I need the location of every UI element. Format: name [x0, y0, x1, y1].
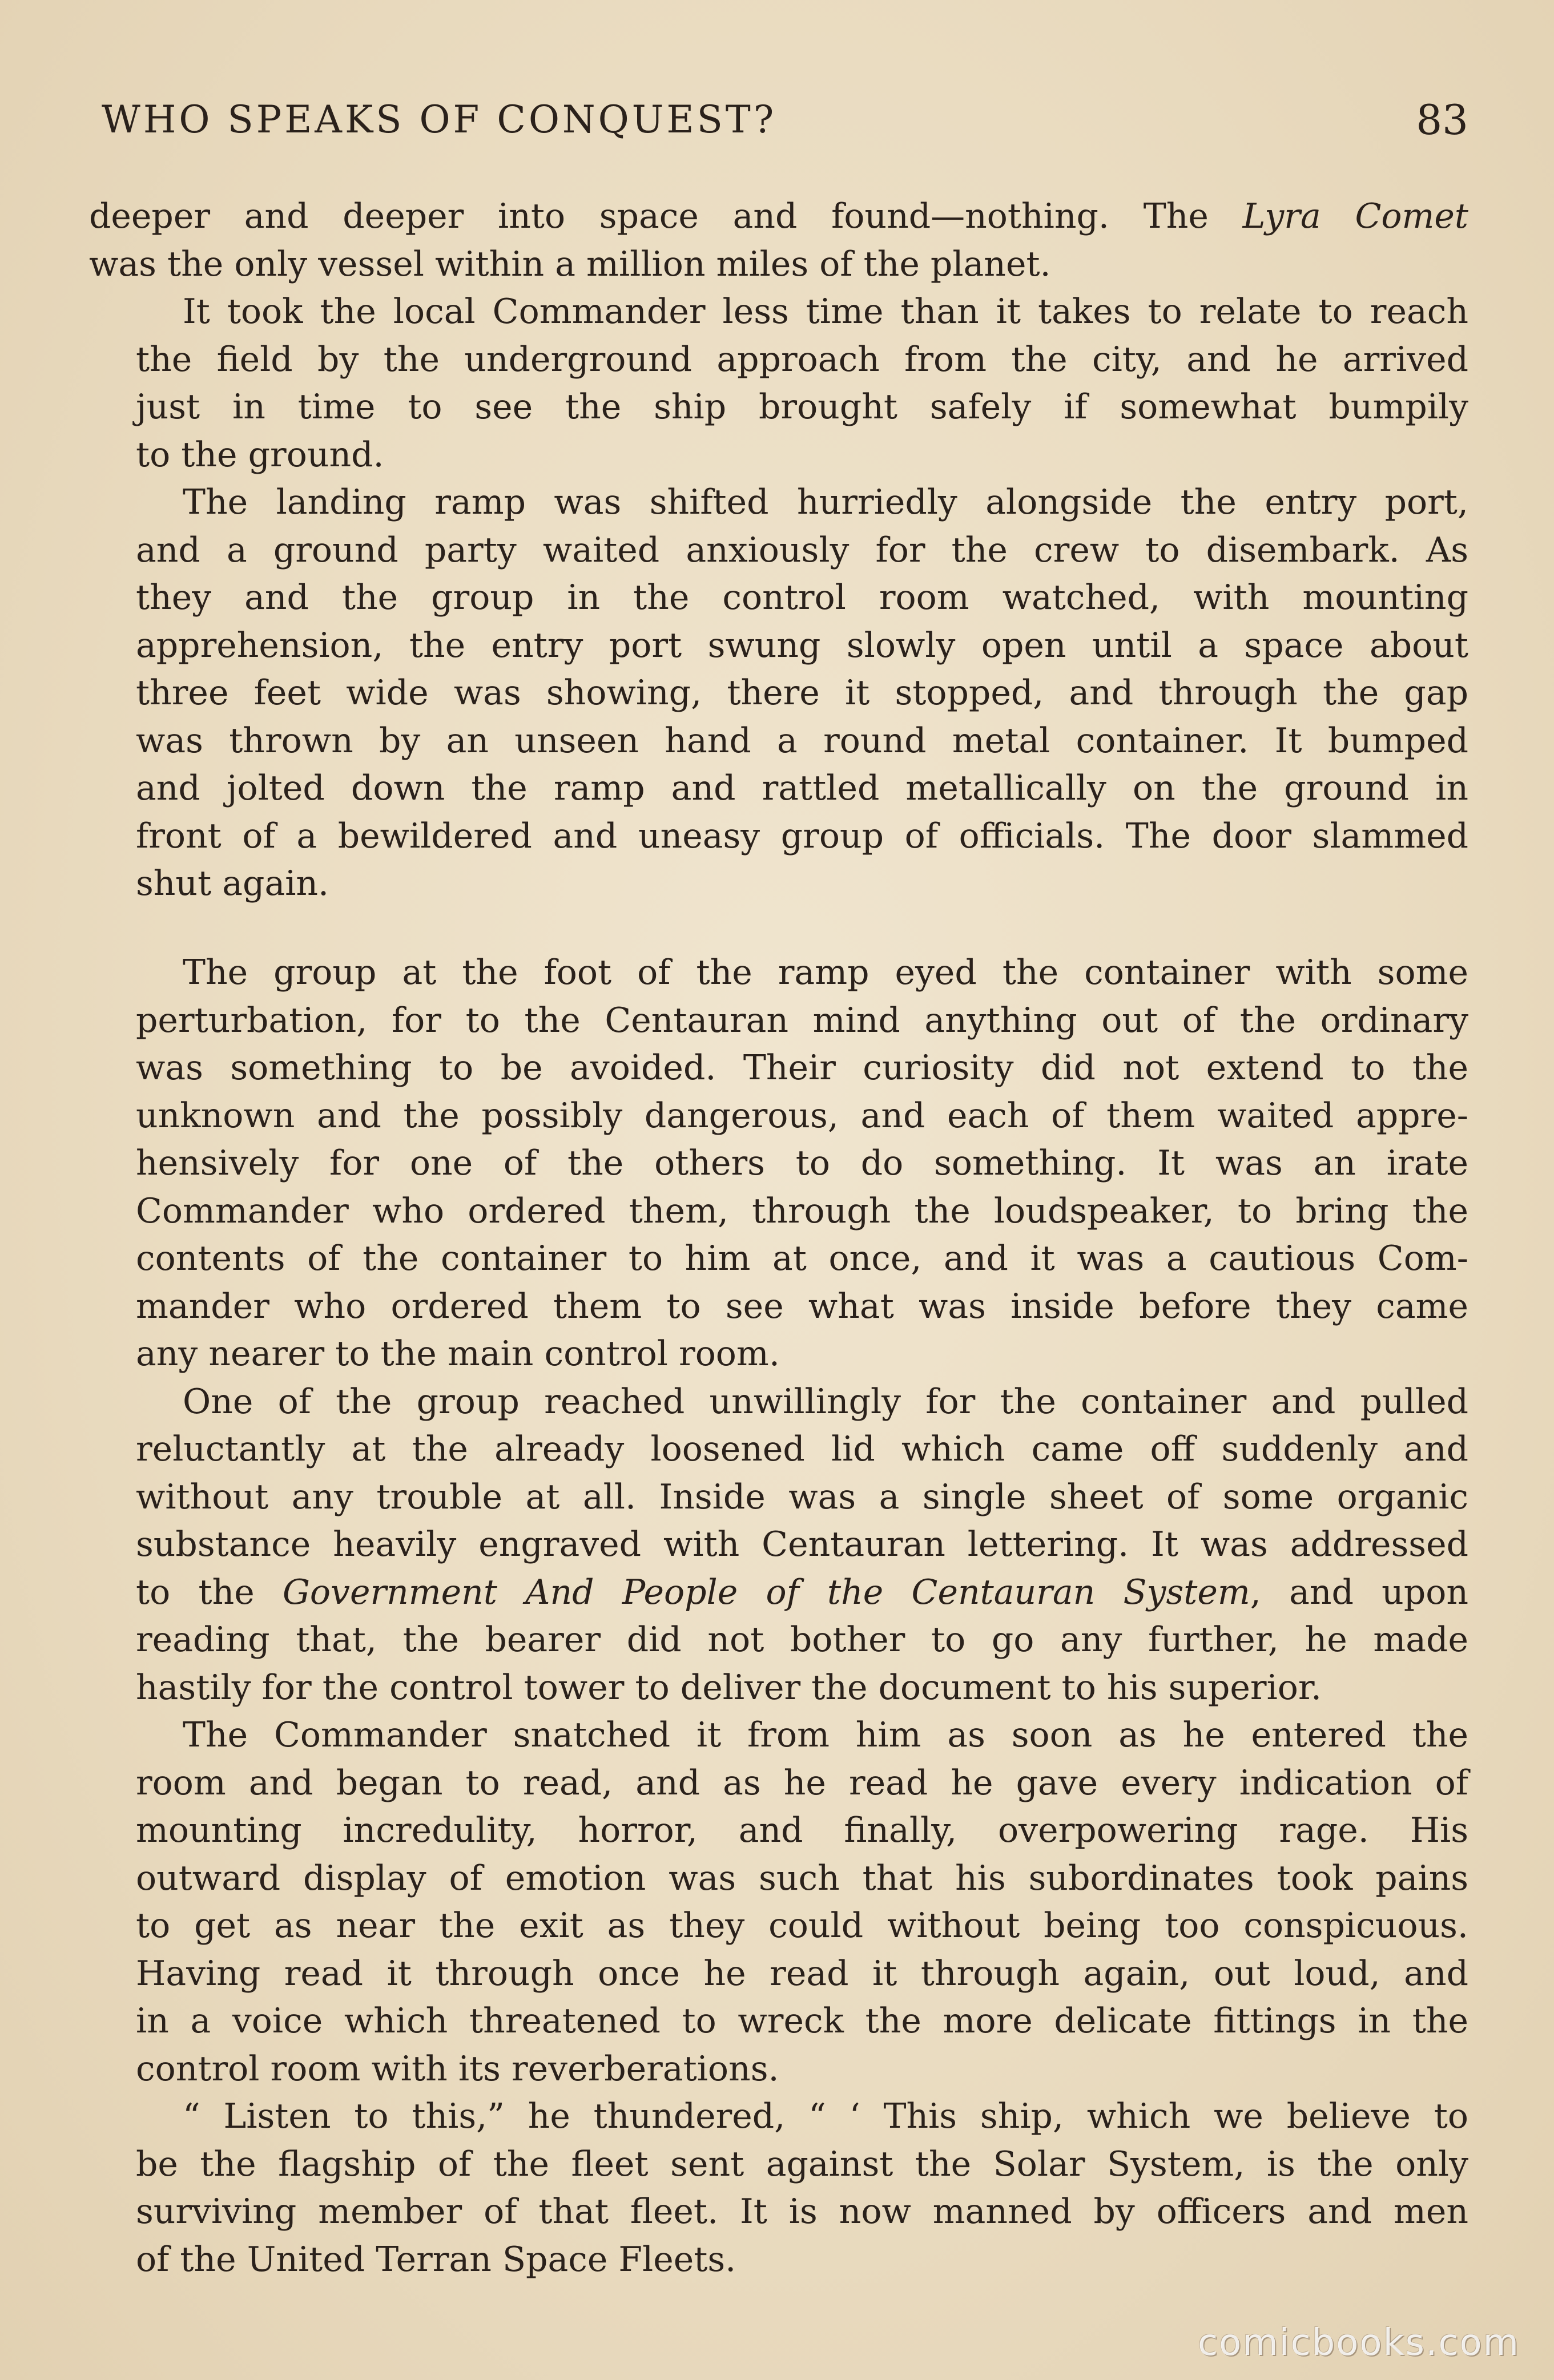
- text-line: [89, 622, 1468, 670]
- text-span: apprehension, the entry port swung slowly open until a space about: [136, 625, 1468, 665]
- paragraph: [89, 1712, 1468, 2093]
- text-span: to the ground.: [136, 434, 384, 475]
- text-line: [89, 1616, 1468, 1664]
- text-line: [89, 765, 1468, 813]
- text-line: [89, 1521, 1468, 1569]
- text-line: [89, 574, 1468, 622]
- text-line: [89, 479, 1468, 527]
- text-span: contents of the container to him at once, and it was a cautious Com-: [136, 1239, 1468, 1278]
- paragraph: [89, 2093, 1468, 2284]
- text-line: [89, 1474, 1468, 1522]
- text-line: [89, 2046, 1468, 2093]
- text-line: [89, 2236, 1468, 2284]
- text-line: [89, 1855, 1468, 1903]
- text-line: [89, 1664, 1468, 1712]
- text-span: perturbation, for to the Centauran mind anything out of the ordinary: [136, 1000, 1468, 1040]
- text-span: control room with its reverberations.: [136, 2048, 779, 2089]
- text-line: [89, 1283, 1468, 1331]
- text-line: [89, 1044, 1468, 1092]
- paragraph: [89, 193, 1468, 288]
- text-span: and jolted down the ramp and rattled metallically on the ground in: [136, 768, 1468, 808]
- text-line: [89, 1902, 1468, 1950]
- running-head: [102, 91, 1468, 148]
- text-span: be the flagship of the fleet sent against the Solar System, is the only: [136, 2144, 1468, 2184]
- text-span: they and the group in the control room watched, with mounting: [136, 578, 1468, 618]
- text-span: The landing ramp was shifted hurriedly alongside the entry port,: [183, 482, 1468, 522]
- text-line: [89, 1998, 1468, 2046]
- paragraph: [89, 949, 1468, 1378]
- text-span: The Commander snatched it from him as soon as he entered the: [183, 1715, 1468, 1755]
- text-span: just in time to see the ship brought safely if somewhat bumpily: [136, 387, 1468, 427]
- text-line: [89, 431, 1468, 479]
- text-span: outward display of emotion was such that his subordinates took pains: [136, 1858, 1468, 1898]
- text-line: [89, 2141, 1468, 2189]
- text-span: any nearer to the main control room.: [136, 1334, 780, 1374]
- italic-text: Government And People of the Centauran System: [283, 1572, 1250, 1612]
- text-span: mander who ordered them to see what was inside before they came: [136, 1286, 1468, 1326]
- text-span: deeper and deeper into space and found—nothing. The: [89, 196, 1243, 236]
- text-span: was something to be avoided. Their curiosity did not extend to the: [136, 1048, 1468, 1088]
- text-line: [89, 669, 1468, 717]
- text-span: Commander who ordered them, through the loudspeaker, to bring the: [136, 1191, 1468, 1231]
- watermark: comicbooks.com: [1197, 2322, 1520, 2364]
- text-span: the field by the underground approach from the city, and he arrived: [136, 339, 1468, 380]
- text-line: [89, 1378, 1468, 1426]
- text-line: [89, 527, 1468, 575]
- text-line: [89, 1330, 1468, 1378]
- text-span: front of a bewildered and uneasy group of officials. The door slammed: [136, 816, 1468, 856]
- text-line: [89, 241, 1468, 289]
- text-line: [89, 813, 1468, 861]
- text-span: reluctantly at the already loosened lid which came off suddenly and: [136, 1429, 1468, 1469]
- paragraph: [89, 1378, 1468, 1712]
- text-span: three feet wide was showing, there it stopped, and through the gap: [136, 673, 1468, 713]
- text-span: , and upon: [1250, 1572, 1469, 1612]
- text-span: of the United Terran Space Fleets.: [136, 2239, 736, 2280]
- text-span: hastily for the control tower to deliver the document to his superior.: [136, 1667, 1322, 1708]
- text-span: in a voice which threatened to wreck the more delicate fittings in the: [136, 2001, 1468, 2041]
- text-span: was thrown by an unseen hand a round metal container. It bumped: [136, 720, 1468, 761]
- text-line: [89, 949, 1468, 997]
- text-span: room and began to read, and as he read he gave every indication of: [136, 1762, 1468, 1803]
- text-line: [89, 1950, 1468, 1998]
- text-line: [89, 384, 1468, 431]
- text-span: substance heavily engraved with Centauran lettering. It was addressed: [136, 1524, 1468, 1564]
- text-line: [89, 1426, 1468, 1474]
- text-line: [89, 1140, 1468, 1188]
- paragraph: [89, 288, 1468, 479]
- text-section-2: [89, 949, 1468, 2284]
- text-line: [89, 2093, 1468, 2141]
- text-line: [89, 1569, 1468, 1617]
- text-line: [89, 860, 1468, 908]
- italic-text: Lyra Comet: [1242, 196, 1468, 236]
- page-number: 83: [1416, 96, 1468, 144]
- text-span: reading that, the bearer did not bother to go any further, he made: [136, 1620, 1468, 1660]
- text-line: [89, 288, 1468, 336]
- text-section-1: [89, 193, 1468, 908]
- text-line: [89, 336, 1468, 384]
- text-span: without any trouble at all. Inside was a single sheet of some organic: [136, 1477, 1468, 1517]
- text-span: to get as near the exit as they could without being too conspicuous.: [136, 1906, 1468, 1946]
- text-line: [89, 1188, 1468, 1236]
- text-line: [89, 1092, 1468, 1140]
- text-line: [89, 2188, 1468, 2236]
- text-span: It took the local Commander less time than it takes to relate to reach: [183, 292, 1468, 332]
- paragraph: [89, 479, 1468, 908]
- text-line: [89, 997, 1468, 1045]
- text-span: The group at the foot of the ramp eyed the container with some: [183, 953, 1468, 993]
- text-span: unknown and the possibly dangerous, and each of them waited appre-: [136, 1095, 1468, 1136]
- text-line: [89, 1712, 1468, 1760]
- text-span: was the only vessel within a million miles of the planet.: [89, 244, 1051, 284]
- text-line: [89, 1760, 1468, 1808]
- text-line: [89, 193, 1468, 241]
- text-span: mounting incredulity, horror, and finally, overpowering rage. His: [136, 1810, 1468, 1850]
- text-span: Having read it through once he read it through again, out loud, and: [136, 1953, 1468, 1994]
- text-span: shut again.: [136, 864, 329, 903]
- text-span: hensively for one of the others to do something. It was an irate: [136, 1143, 1468, 1183]
- text-line: [89, 717, 1468, 765]
- text-span: to the: [136, 1572, 283, 1612]
- text-span: and a ground party waited anxiously for the crew to disembark. As: [136, 530, 1468, 570]
- running-title: WHO SPEAKS OF CONQUEST?: [102, 98, 777, 142]
- text-span: “ Listen to this,” he thundered, “ ‘ This ship, which we believe to: [183, 2096, 1468, 2136]
- text-line: [89, 1235, 1468, 1283]
- text-line: [89, 1807, 1468, 1855]
- text-span: One of the group reached unwillingly for the container and pulled: [183, 1381, 1468, 1422]
- text-span: surviving member of that fleet. It is now manned by officers and men: [136, 2192, 1468, 2232]
